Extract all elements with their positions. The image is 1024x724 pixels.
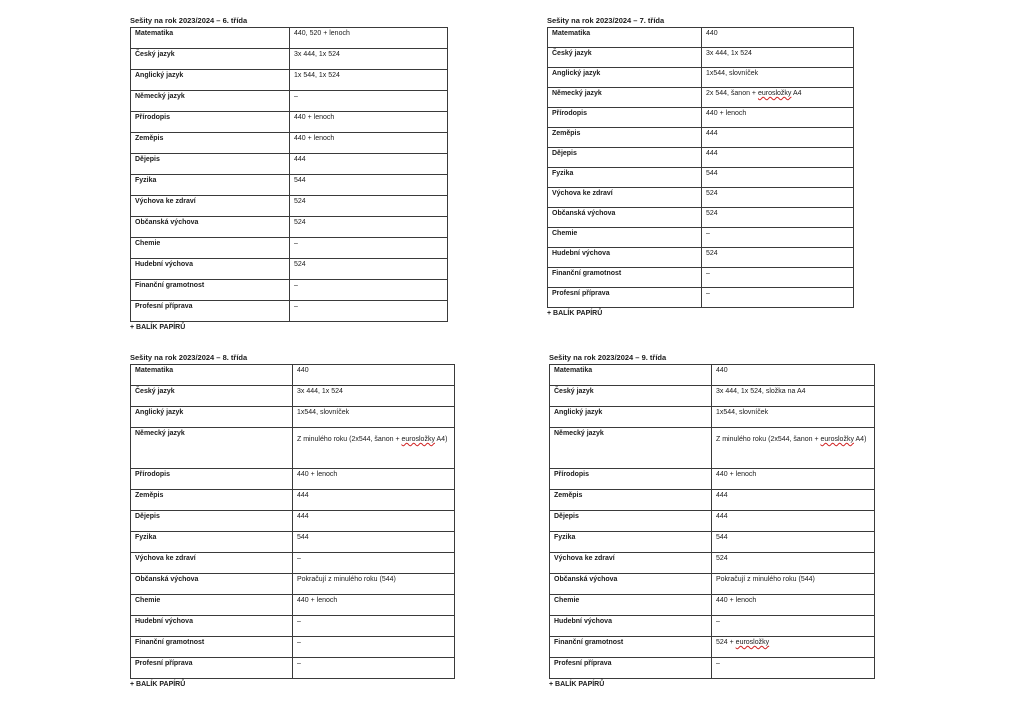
table-row [131,490,455,511]
table-row [131,70,448,91]
notebooks-cell: 440 [712,365,875,386]
subject-cell: Finanční gramotnost [548,268,702,288]
table-row [550,574,875,595]
subject-cell: Přírodopis [548,108,702,128]
notebooks-cell: 524 [290,259,448,280]
table-row [548,168,854,188]
table-row [131,511,455,532]
table-row [548,108,854,128]
table-row [131,196,448,217]
notebooks-cell: 544 [293,532,455,553]
table-row [131,365,455,386]
table-row [131,532,455,553]
subject-cell: Německý jazyk [131,91,290,112]
subject-cell: Přírodopis [131,112,290,133]
table-row [131,469,455,490]
notebooks-cell: 3x 444, 1x 524 [702,48,854,68]
subject-cell: Zeměpis [131,490,293,511]
notebooks-cell: – [702,268,854,288]
notebooks-cell: 524 [712,553,875,574]
table-row [550,637,875,658]
section-footer: + BALÍK PAPÍRŮ [547,310,603,317]
notebooks-cell: 1x 544, 1x 524 [290,70,448,91]
subject-cell: Občanská výchova [548,208,702,228]
table-row [131,49,448,70]
section-title: Sešity na rok 2023/2024 – 6. třída [130,16,248,25]
subject-cell: Hudební výchova [131,616,293,637]
table-row [548,48,854,68]
table-row [131,407,455,428]
subject-cell: Anglický jazyk [548,68,702,88]
notebooks-cell: 440 + lenoch [293,469,455,490]
supplies-table [549,364,875,679]
notebooks-cell: – [712,616,875,637]
table-row [131,658,455,679]
subject-cell: Dějepis [548,148,702,168]
notebooks-cell: 3x 444, 1x 524 [290,49,448,70]
table-row [548,288,854,308]
notebooks-cell: 440 + lenoch [712,595,875,616]
table-row [131,112,448,133]
subject-cell: Finanční gramotnost [550,637,712,658]
table-row [548,28,854,48]
notebooks-cell: – [293,637,455,658]
notebooks-cell: 544 [290,175,448,196]
table-row [131,280,448,301]
notebooks-cell: – [702,228,854,248]
supplies-table [547,27,854,308]
notebooks-cell: 524 [290,217,448,238]
subject-cell: Zeměpis [548,128,702,148]
table-row [550,595,875,616]
table-row [131,238,448,259]
subject-cell: Profesní příprava [548,288,702,308]
table-block-8 [130,352,455,690]
table-row [550,511,875,532]
subject-cell: Dějepis [131,511,293,532]
notebooks-cell: 440 + lenoch [290,133,448,154]
subject-cell: Zeměpis [550,490,712,511]
table-row [131,386,455,407]
table-row [131,91,448,112]
subject-cell: Chemie [131,595,293,616]
notebooks-cell: 440 + lenoch [293,595,455,616]
subject-cell: Chemie [131,238,290,259]
table-row [550,616,875,637]
subject-cell: Matematika [131,365,293,386]
subject-cell: Výchova ke zdraví [131,196,290,217]
subject-cell: Chemie [550,595,712,616]
table-row [131,217,448,238]
table-row [548,228,854,248]
subject-cell: Matematika [548,28,702,48]
subject-cell: Občanská výchova [550,574,712,595]
table-row [131,133,448,154]
notebooks-cell: – [290,301,448,322]
table-row [131,616,455,637]
notebooks-cell: – [290,238,448,259]
table-block-7 [547,15,854,319]
section-title: Sešity na rok 2023/2024 – 8. třída [130,353,248,362]
section-title: Sešity na rok 2023/2024 – 9. třída [549,353,667,362]
notebooks-cell: Pokračují z minulého roku (544) [712,574,875,595]
notebooks-cell: 440 + lenoch [712,469,875,490]
subject-cell: Německý jazyk [548,88,702,108]
table-row [550,553,875,574]
subject-cell: Německý jazyk [550,428,712,469]
subject-cell: Dějepis [550,511,712,532]
section-footer: + BALÍK PAPÍRŮ [549,681,605,688]
subject-cell: Výchova ke zdraví [131,553,293,574]
notebooks-cell: 444 [712,490,875,511]
subject-cell: Profesní příprava [131,658,293,679]
notebooks-cell: 3x 444, 1x 524 [293,386,455,407]
table-row [550,490,875,511]
subject-cell: Občanská výchova [131,217,290,238]
table-row [131,175,448,196]
subject-cell: Hudební výchova [550,616,712,637]
notebooks-cell: – [712,658,875,679]
subject-cell: Anglický jazyk [131,407,293,428]
notebooks-cell: – [290,280,448,301]
subject-cell: Výchova ke zdraví [550,553,712,574]
table-row [550,469,875,490]
table-row [548,208,854,228]
subject-cell: Občanská výchova [131,574,293,595]
table-row [131,28,448,49]
table-row [548,148,854,168]
subject-cell: Matematika [131,28,290,49]
subject-cell: Český jazyk [131,49,290,70]
subject-cell: Finanční gramotnost [131,637,293,658]
subject-cell: Český jazyk [548,48,702,68]
notebooks-cell: – [702,288,854,308]
notebooks-cell: Pokračují z minulého roku (544) [293,574,455,595]
subject-cell: Matematika [550,365,712,386]
subject-cell: Přírodopis [131,469,293,490]
subject-cell: Fyzika [131,175,290,196]
table-row [131,301,448,322]
notebooks-cell: – [293,616,455,637]
table-row [550,386,875,407]
notebooks-cell: – [293,658,455,679]
notebooks-cell: Z minulého roku (2x544, šanon + eurosložky A4) [712,428,875,469]
subject-cell: Fyzika [548,168,702,188]
notebooks-cell: Z minulého roku (2x544, šanon + eurosložky A4) [293,428,455,469]
table-row [131,154,448,175]
subject-cell: Hudební výchova [548,248,702,268]
notebooks-cell: 1x544, slovníček [712,407,875,428]
subject-cell: Zeměpis [131,133,290,154]
supplies-table [130,364,455,679]
subject-cell: Fyzika [131,532,293,553]
table-row [548,128,854,148]
notebooks-cell: 440 + lenoch [290,112,448,133]
notebooks-cell: 440, 520 + lenoch [290,28,448,49]
table-row [131,428,455,469]
section-footer: + BALÍK PAPÍRŮ [130,681,186,688]
notebooks-cell: 3x 444, 1x 524, složka na A4 [712,386,875,407]
notebooks-cell: 444 [290,154,448,175]
table-row [548,248,854,268]
subject-cell: Anglický jazyk [550,407,712,428]
subject-cell: Hudební výchova [131,259,290,280]
notebooks-cell: 1x544, slovníček [702,68,854,88]
section-footer: + BALÍK PAPÍRŮ [130,324,186,331]
table-row [131,553,455,574]
section-title: Sešity na rok 2023/2024 – 7. třída [547,16,665,25]
notebooks-cell: 544 [712,532,875,553]
notebooks-cell: 444 [712,511,875,532]
table-row [548,88,854,108]
notebooks-cell: 2x 544, šanon + eurosložky A4 [702,88,854,108]
notebooks-cell: 524 [702,208,854,228]
table-row [548,188,854,208]
notebooks-cell: 444 [702,148,854,168]
subject-cell: Profesní příprava [131,301,290,322]
notebooks-cell: – [290,91,448,112]
supplies-table [130,27,448,322]
notebooks-cell: 440 + lenoch [702,108,854,128]
subject-cell: Český jazyk [131,386,293,407]
notebooks-cell: 544 [702,168,854,188]
table-block-6 [130,15,448,333]
subject-cell: Anglický jazyk [131,70,290,91]
table-block-9 [549,352,875,690]
notebooks-cell: – [293,553,455,574]
table-row [131,637,455,658]
table-row [550,365,875,386]
subject-cell: Dějepis [131,154,290,175]
table-row [550,658,875,679]
notebooks-cell: 524 + eurosložky [712,637,875,658]
subject-cell: Výchova ke zdraví [548,188,702,208]
table-row [131,259,448,280]
subject-cell: Finanční gramotnost [131,280,290,301]
subject-cell: Německý jazyk [131,428,293,469]
notebooks-cell: 524 [702,248,854,268]
subject-cell: Fyzika [550,532,712,553]
notebooks-cell: 440 [293,365,455,386]
table-row [550,407,875,428]
notebooks-cell: 444 [293,511,455,532]
table-row [550,428,875,469]
table-row [131,595,455,616]
notebooks-cell: 440 [702,28,854,48]
notebooks-cell: 1x544, slovníček [293,407,455,428]
notebooks-cell: 444 [702,128,854,148]
subject-cell: Český jazyk [550,386,712,407]
notebooks-cell: 444 [293,490,455,511]
subject-cell: Přírodopis [550,469,712,490]
subject-cell: Profesní příprava [550,658,712,679]
table-row [550,532,875,553]
notebooks-cell: 524 [702,188,854,208]
notebooks-cell: 524 [290,196,448,217]
table-row [548,68,854,88]
table-row [131,574,455,595]
table-row [548,268,854,288]
subject-cell: Chemie [548,228,702,248]
